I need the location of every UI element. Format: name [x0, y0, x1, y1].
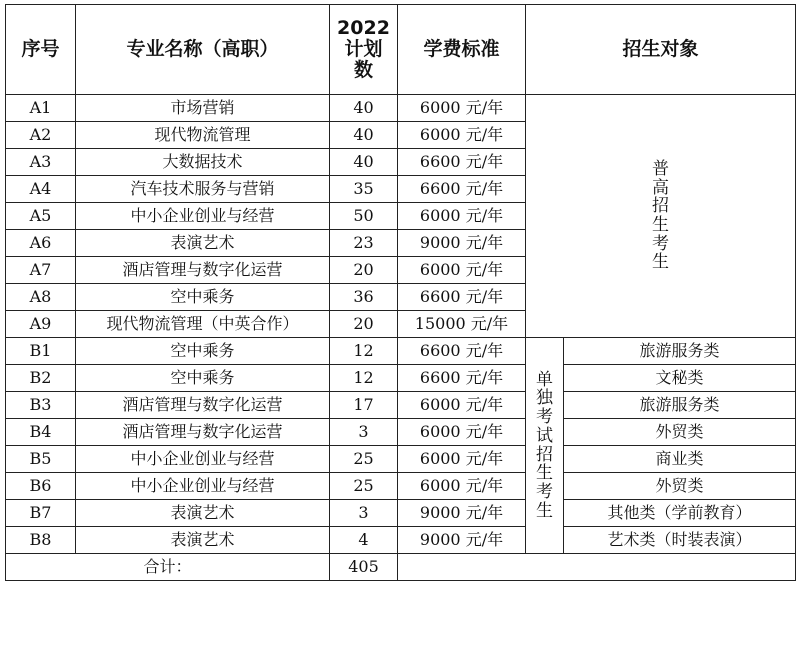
table-row [6, 473, 796, 500]
single-exam-char: 试 [536, 425, 553, 446]
cell-no: B7 [6, 500, 76, 527]
table-row [6, 500, 796, 527]
header-target: 招生对象 [526, 5, 796, 95]
cell-no: A1 [6, 95, 76, 122]
cell-count: 40 [330, 95, 398, 122]
cell-count: 40 [330, 122, 398, 149]
header-fee: 学费标准 [398, 5, 526, 95]
cell-major: 中小企业创业与经营 [76, 446, 330, 473]
cell-count: 25 [330, 446, 398, 473]
total-value: 405 [330, 554, 398, 581]
cell-category: 外贸类 [564, 419, 796, 446]
header-major: 专业名称（高职） [76, 5, 330, 95]
header-row [6, 5, 796, 95]
cell-no: A9 [6, 311, 76, 338]
general-target-char: 招 [652, 196, 669, 217]
cell-count: 23 [330, 230, 398, 257]
cell-count: 36 [330, 284, 398, 311]
cell-major: 汽车技术服务与营销 [76, 176, 330, 203]
cell-category: 文秘类 [564, 365, 796, 392]
cell-fee: 9000 元/年 [398, 500, 526, 527]
general-target-char: 高 [652, 177, 669, 198]
enrollment-plan-table [5, 4, 796, 581]
cell-category: 旅游服务类 [564, 338, 796, 365]
cell-fee: 6600 元/年 [398, 338, 526, 365]
cell-category: 外贸类 [564, 473, 796, 500]
general-target-char: 生 [652, 215, 669, 235]
cell-major: 空中乘务 [76, 365, 330, 392]
cell-major: 酒店管理与数字化运营 [76, 392, 330, 419]
cell-count: 20 [330, 311, 398, 338]
cell-fee: 9000 元/年 [398, 230, 526, 257]
single-exam-char: 独 [536, 388, 553, 409]
single-exam-cell [526, 338, 564, 554]
cell-fee: 6000 元/年 [398, 257, 526, 284]
cell-major: 现代物流管理（中英合作） [76, 311, 330, 338]
cell-count: 40 [330, 149, 398, 176]
single-exam-char: 考 [536, 481, 553, 502]
cell-no: B8 [6, 527, 76, 554]
cell-count: 12 [330, 365, 398, 392]
cell-count: 35 [330, 176, 398, 203]
cell-category: 其他类（学前教育） [564, 500, 796, 527]
table-row [6, 446, 796, 473]
cell-fee: 6600 元/年 [398, 176, 526, 203]
cell-no: A7 [6, 257, 76, 284]
cell-major: 大数据技术 [76, 149, 330, 176]
cell-fee: 9000 元/年 [398, 527, 526, 554]
single-exam-char: 考 [536, 407, 553, 428]
cell-no: A8 [6, 284, 76, 311]
header-plan-line2: 数 [353, 58, 373, 81]
single-exam-char: 单 [536, 369, 553, 390]
cell-count: 17 [330, 392, 398, 419]
header-plan-line1: 计划 [344, 38, 383, 61]
cell-major: 表演艺术 [76, 527, 330, 554]
cell-major: 酒店管理与数字化运营 [76, 257, 330, 284]
cell-fee: 6000 元/年 [398, 95, 526, 122]
single-exam-char: 生 [536, 463, 553, 484]
cell-no: A4 [6, 176, 76, 203]
cell-count: 3 [330, 500, 398, 527]
cell-fee: 6000 元/年 [398, 392, 526, 419]
total-label: 合计： [6, 554, 330, 581]
cell-count: 25 [330, 473, 398, 500]
general-target-char: 考 [652, 233, 669, 254]
cell-count: 4 [330, 527, 398, 554]
total-row [6, 554, 796, 581]
table-row [6, 527, 796, 554]
cell-major: 市场营销 [76, 95, 330, 122]
cell-fee: 6000 元/年 [398, 473, 526, 500]
single-exam-char: 招 [536, 444, 553, 465]
cell-no: A6 [6, 230, 76, 257]
cell-no: B5 [6, 446, 76, 473]
table-row [6, 392, 796, 419]
cell-major: 酒店管理与数字化运营 [76, 419, 330, 446]
single-exam-char: 生 [536, 500, 553, 521]
cell-major: 表演艺术 [76, 500, 330, 527]
table-row [6, 95, 796, 122]
general-target-cell [526, 95, 796, 338]
cell-fee: 6600 元/年 [398, 365, 526, 392]
cell-major: 表演艺术 [76, 230, 330, 257]
cell-fee: 6000 元/年 [398, 122, 526, 149]
cell-fee: 6000 元/年 [398, 203, 526, 230]
cell-count: 12 [330, 338, 398, 365]
cell-no: B3 [6, 392, 76, 419]
header-no: 序号 [6, 5, 76, 95]
cell-major: 现代物流管理 [76, 122, 330, 149]
cell-major: 空中乘务 [76, 284, 330, 311]
general-target-char: 普 [652, 158, 669, 179]
header-plan-year: 2022 [337, 17, 390, 40]
cell-no: B4 [6, 419, 76, 446]
cell-no: A3 [6, 149, 76, 176]
cell-count: 20 [330, 257, 398, 284]
cell-category: 艺术类（时装表演） [564, 527, 796, 554]
general-target-char: 生 [652, 252, 669, 273]
cell-count: 3 [330, 419, 398, 446]
cell-count: 50 [330, 203, 398, 230]
cell-fee: 6000 元/年 [398, 446, 526, 473]
cell-category: 旅游服务类 [564, 392, 796, 419]
cell-fee: 6600 元/年 [398, 149, 526, 176]
total-blank [398, 554, 796, 581]
table-row [6, 419, 796, 446]
table-row [6, 365, 796, 392]
header-plan-count [330, 5, 398, 95]
table-row [6, 338, 796, 365]
cell-major: 中小企业创业与经营 [76, 473, 330, 500]
cell-no: B2 [6, 365, 76, 392]
cell-major: 中小企业创业与经营 [76, 203, 330, 230]
cell-major: 空中乘务 [76, 338, 330, 365]
cell-no: A2 [6, 122, 76, 149]
cell-category: 商业类 [564, 446, 796, 473]
cell-no: B6 [6, 473, 76, 500]
cell-fee: 6000 元/年 [398, 419, 526, 446]
cell-no: A5 [6, 203, 76, 230]
cell-fee: 15000 元/年 [398, 311, 526, 338]
cell-fee: 6600 元/年 [398, 284, 526, 311]
cell-no: B1 [6, 338, 76, 365]
